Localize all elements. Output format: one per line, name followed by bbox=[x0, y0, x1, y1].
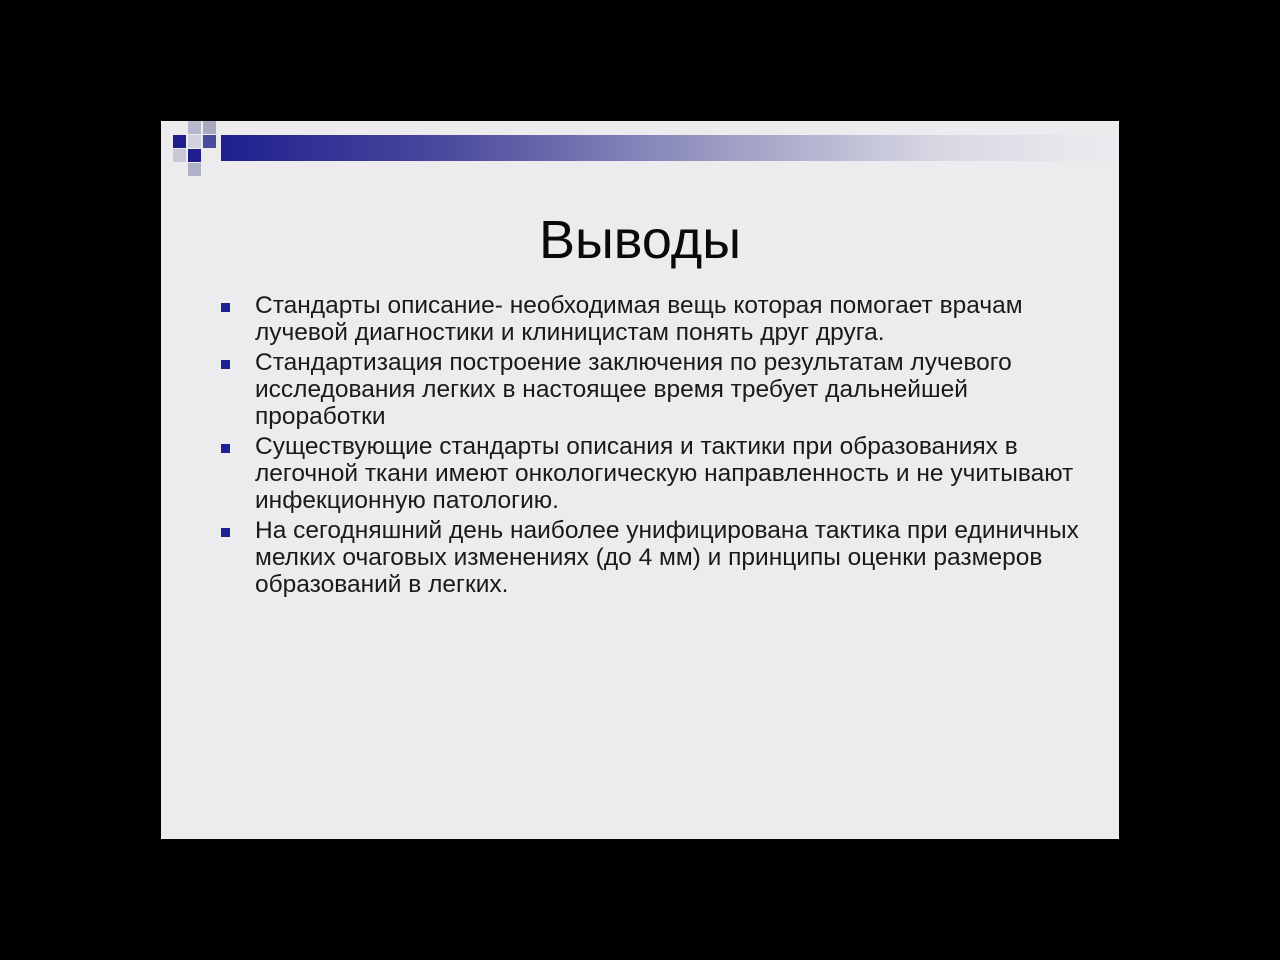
decor-square bbox=[188, 149, 201, 162]
decor-square bbox=[173, 149, 186, 162]
decor-square bbox=[188, 135, 201, 148]
bullet-list bbox=[217, 292, 1097, 601]
presentation-slide bbox=[161, 121, 1119, 839]
slide-title: Выводы bbox=[538, 210, 742, 270]
square-bullet-icon bbox=[221, 528, 230, 537]
bullet-item bbox=[217, 349, 1097, 430]
header-gradient-bar bbox=[221, 135, 1119, 161]
bullet-item bbox=[217, 292, 1097, 346]
square-bullet-icon bbox=[221, 360, 230, 369]
square-bullet-icon bbox=[221, 444, 230, 453]
square-bullet-icon bbox=[221, 303, 230, 312]
bullet-text: Стандарты описание- необходимая вещь которая помогает врачам лучевой диагностики и клиницистам понять друг друга. bbox=[255, 292, 1023, 346]
decor-square bbox=[203, 135, 216, 148]
decor-square bbox=[203, 121, 216, 134]
decor-square bbox=[188, 121, 201, 134]
bullet-text: Стандартизация построение заключения по результатам лучевого исследования легких в настоящее время требует дальнейшей проработки bbox=[255, 349, 1012, 430]
bullet-item bbox=[217, 433, 1097, 514]
bullet-text: На сегодняшний день наиболее унифицирована тактика при единичных мелких очаговых изменениях (до 4 мм) и принципы оценки размеров образований в легких. bbox=[255, 517, 1079, 598]
bullet-item bbox=[217, 517, 1097, 598]
bullet-text: Существующие стандарты описания и тактики при образованиях в легочной ткани имеют онкологическую направленность и не учитывают инфекционную патологию. bbox=[255, 433, 1074, 514]
decor-square bbox=[173, 135, 186, 148]
decor-square bbox=[188, 163, 201, 176]
